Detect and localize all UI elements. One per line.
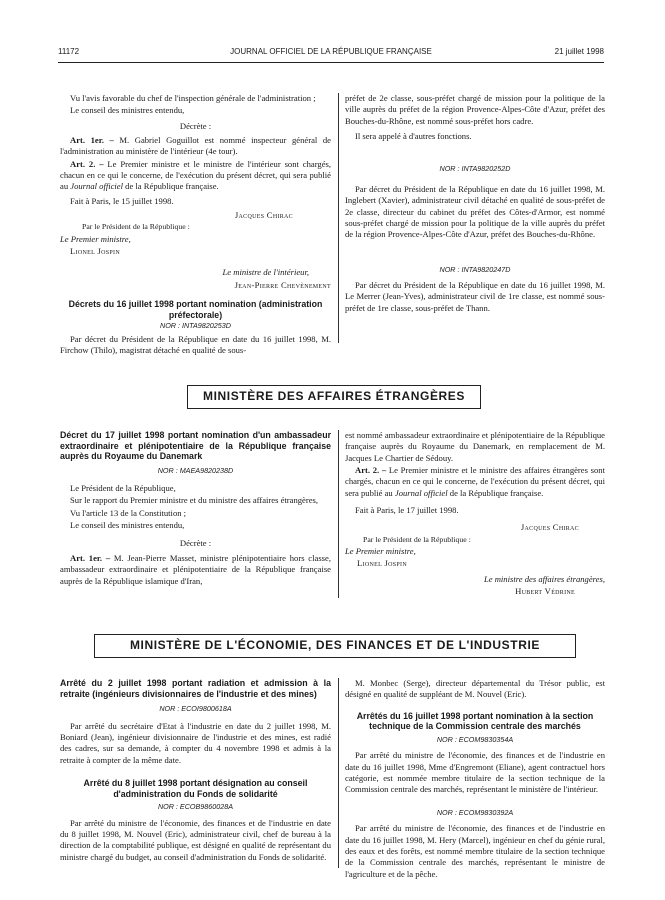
page-number: 11172 xyxy=(58,47,80,56)
article-label: Art. 1er. – xyxy=(70,552,111,563)
paragraph: Par décret du Président de la République en date du 16 juillet 1998, M. Le Merrer (Jean-Yves), administrateur civil de 1re classe, est nommé sous-préfet de 1re classe, sous-préfet de Thann. xyxy=(345,280,605,313)
mid-right-column xyxy=(345,430,605,598)
column-divider xyxy=(338,93,339,343)
fait-line: Fait à Paris, le 17 juillet 1998. xyxy=(355,505,459,516)
section-heading-economie: MINISTÈRE DE L'ÉCONOMIE, DES FINANCES ET DE L'INDUSTRIE xyxy=(94,634,576,658)
paragraph: Par arrêté du ministre de l'économie, des finances et de l'industrie en date du 8 juillet 1998, M. Nouvel (Eric), administrateur civil, chef de bureau à la direction de la comptabilité publique, est désigné en qualité de représentant du ministre chargé du budget, au conseil d'administration du Fonds de solidarité. xyxy=(60,817,331,862)
nor-reference: NOR : ECOM9830354A xyxy=(436,734,514,744)
article-text: de la République française. xyxy=(447,487,544,498)
column-divider xyxy=(338,678,339,868)
page-header xyxy=(58,47,604,61)
paragraph: Par décret du Président de la République en date du 16 juillet 1998, M. Firchow (Thilo), magistrat détaché en qualité de sous- xyxy=(60,333,331,356)
article-label: Art. 2. – xyxy=(70,158,104,169)
nor-reference: NOR : INTA9820253D xyxy=(160,321,231,331)
decree-title: Décrets du 16 juillet 1998 portant nomination (administration préfectorale) xyxy=(68,299,323,320)
paragraph: Par arrêté du secrétaire d'Etat à l'industrie en date du 2 juillet 1998, M. Boniard (Jean), ingénieur divisionnaire de l'industrie et des mines, est radié des cadres, sur sa demande, à compter du 4 novembre 1998 et admis à la retraite à compter de la même date. xyxy=(60,720,331,765)
decrete-label: Décrète : xyxy=(179,537,212,548)
header-rule xyxy=(58,62,604,63)
decrete-label: Décrète : xyxy=(179,120,212,131)
paragraph: préfet de 2e classe, sous-préfet chargé de mission pour la politique de la ville auprès du préfet de la région Provence-Alpes-Côte d'Azur, préfet des Bouches-du-Rhône, est nommé sous-préfet hors cadre. xyxy=(345,93,605,126)
article-label: Art. 2. – xyxy=(355,465,387,476)
arrete-title: Arrêtés du 16 juillet 1998 portant nomination à la section technique de la Commission centrale des marchés xyxy=(356,710,594,732)
nor-reference: NOR : ECOI9800618A xyxy=(159,704,232,714)
article-text: M. Jean-Pierre Masset, ministre plénipotentiaire hors classe, ambassadeur extraordinaire et plénipotentiaire de la République française auprès de la République islamique d'Iran, xyxy=(60,552,331,586)
par-le-president: Par le Président de la République : xyxy=(363,534,471,544)
paragraph: Vu l'article 13 de la Constitution ; xyxy=(70,507,187,518)
article-label: Art. 1er. – xyxy=(70,135,114,146)
paragraph: Le conseil des ministres entendu, xyxy=(70,520,185,531)
paragraph: est nommé ambassadeur extraordinaire et plénipotentiaire de la République française auprès du Royaume du Danemark, en remplacement de M. Jacques Le Chartier de Sédouy. xyxy=(345,430,605,463)
paragraph: Par arrêté du ministre de l'économie, des finances et de l'industrie en date du 16 juillet 1998, M. Hery (Marcel), ingénieur en chef du génie rural, des eaux et des forêts, est nommé membre titulaire de la section technique de la Commission centrale des marchés, représentant le ministre de l'agriculture et de la pêche. xyxy=(345,823,605,879)
signer-name: Jacques Chirac xyxy=(520,522,579,533)
nor-reference: NOR : INTA9820247D xyxy=(439,264,511,274)
paragraph: Vu l'avis favorable du chef de l'inspection générale de l'administration ; xyxy=(70,93,316,103)
signer-name: Jacques Chirac xyxy=(234,210,293,221)
journal-reference: Journal officiel xyxy=(70,181,124,192)
top-left-column xyxy=(60,93,331,357)
paragraph: M. Monbec (Serge), directeur départemental du Trésor public, est désigné en qualité de suppléant de M. Nouvel (Eric). xyxy=(345,678,605,700)
minister-title: Le ministre de l'intérieur, xyxy=(222,267,309,278)
paragraph: Par décret du Président de la République en date du 16 juillet 1998, M. Inglebert (Xavier), administrateur civil détaché en qualité de sous-préfet de 2e classe, directeur du cabinet du préfet des Côtes-d'Armor, est nommé sous-préfet chargé de mission pour la politique de la ville auprès du préfet de la région Provence-Alpes-Côte d'Azur, préfet des Bouches-du-Rhône. xyxy=(345,183,605,240)
nor-reference: NOR : ECOB9860028A xyxy=(157,802,234,812)
article-text: Le Premier ministre et le ministre des affaires étrangères sont chargés, chacun en ce qui le concerne, de l'exécution du présent décret, qui sera publié au xyxy=(345,465,605,498)
bottom-left-column xyxy=(60,678,331,864)
article-2 xyxy=(60,159,331,193)
pm-title: Le Premier ministre, xyxy=(60,233,131,244)
nor-reference: NOR : MAEA9820238D xyxy=(157,465,234,475)
issue-date: 21 juillet 1998 xyxy=(554,47,604,56)
pm-name: Lionel Jospin xyxy=(70,246,120,257)
pm-name: Lionel Jospin xyxy=(357,558,407,569)
pm-title: Le Premier ministre, xyxy=(345,546,416,557)
article-1 xyxy=(60,553,331,587)
minister-name: Jean-Pierre Chevènement xyxy=(234,279,331,290)
fait-line: Fait à Paris, le 15 juillet 1998. xyxy=(70,195,174,206)
arrete-title: Arrêté du 8 juillet 1998 portant désignation au conseil d'administration du Fonds de solidarité xyxy=(83,777,308,799)
journal-title: JOURNAL OFFICIEL DE LA RÉPUBLIQUE FRANÇAISE xyxy=(230,47,432,56)
column-divider xyxy=(338,430,339,598)
article-text: Le Premier ministre et le ministre de l'intérieur sont chargés, chacun en ce qui le concerne, de l'exécution du présent décret, qui sera publié au xyxy=(60,158,331,192)
paragraph: Le Président de la République, xyxy=(70,483,176,494)
article-text: M. Gabriel Goguillot est nommé inspecteur général de l'administration au ministère de l'intérieur (4e tour). xyxy=(60,135,331,157)
mid-left-column xyxy=(60,430,331,588)
paragraph: Il sera appelé à d'autres fonctions. xyxy=(355,131,472,142)
article-2 xyxy=(345,465,605,499)
minister-name: Hubert Védrine xyxy=(515,586,575,597)
article-1 xyxy=(60,135,331,158)
nor-reference: NOR : ECOM9830392A xyxy=(436,807,514,817)
paragraph: Le conseil des ministres entendu, xyxy=(70,105,185,116)
section-heading-affaires-etrangeres: MINISTÈRE DES AFFAIRES ÉTRANGÈRES xyxy=(187,385,481,409)
journal-reference: Journal officiel xyxy=(394,487,448,498)
paragraph: Sur le rapport du Premier ministre et du ministre des affaires étrangères, xyxy=(70,495,319,506)
par-le-president: Par le Président de la République : xyxy=(82,222,190,232)
nor-reference: NOR : INTA9820252D xyxy=(439,164,511,174)
decree-title: Décret du 17 juillet 1998 portant nomination d'un ambassadeur extraordinaire et plénipotentiaire de la République française auprès du Royaume du Danemark xyxy=(60,430,331,462)
paragraph: Par arrêté du ministre de l'économie, des finances et de l'industrie en date du 16 juillet 1998, Mme d'Engremont (Eliane), agent contractuel hors catégorie, est nommée membre titulaire de la section technique de la Commission centrale des marchés, représentant le ministère de l'intérieur. xyxy=(345,750,605,795)
minister-title: Le ministre des affaires étrangères, xyxy=(483,573,605,584)
bottom-right-column xyxy=(345,678,605,881)
arrete-title: Arrêté du 2 juillet 1998 portant radiation et admission à la retraite (ingénieurs divisionnaires de l'industrie et des mines) xyxy=(60,678,331,699)
article-text: de la République française. xyxy=(123,181,219,192)
top-right-column xyxy=(345,93,605,315)
